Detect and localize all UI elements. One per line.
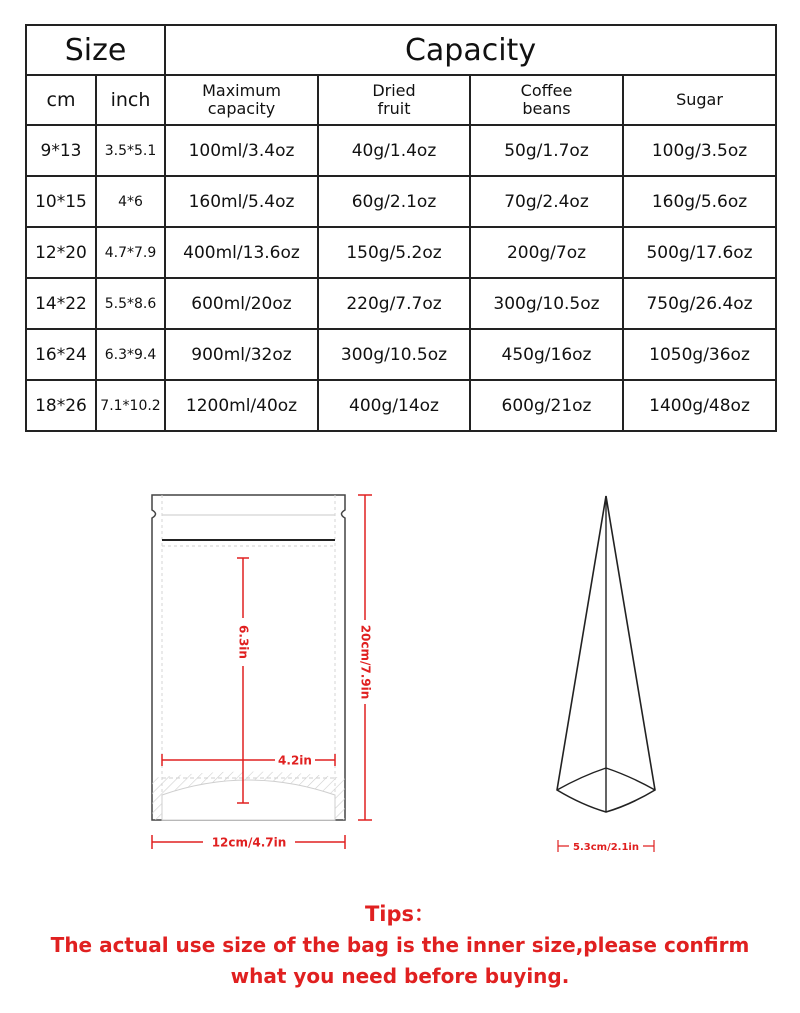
capacity-header: Capacity <box>165 25 776 75</box>
cell-coffee-beans: 200g/7oz <box>470 227 623 278</box>
cell-sugar: 160g/5.6oz <box>623 176 776 227</box>
cell-max-capacity: 100ml/3.4oz <box>165 125 318 176</box>
dried-fruit-line2: fruit <box>377 99 411 118</box>
table-row <box>26 227 776 278</box>
bag-dimension-diagram <box>0 470 800 870</box>
table-header-row <box>26 25 776 75</box>
cell-coffee-beans: 70g/2.4oz <box>470 176 623 227</box>
table-row <box>26 176 776 227</box>
dried-fruit-line1: Dried <box>372 81 416 100</box>
cell-cm: 10*15 <box>26 176 96 227</box>
tips-line-2: what you need before buying. <box>230 964 570 988</box>
cell-coffee-beans: 450g/16oz <box>470 329 623 380</box>
cell-inch: 6.3*9.4 <box>96 329 165 380</box>
cell-dried-fruit: 150g/5.2oz <box>318 227 470 278</box>
gusset-width-label: 5.3cm/2.1in <box>573 842 639 853</box>
outer-height-label: 20cm/7.9in <box>358 624 373 700</box>
cell-max-capacity: 1200ml/40oz <box>165 380 318 431</box>
tips-title: Tips： <box>364 902 436 926</box>
cell-coffee-beans: 300g/10.5oz <box>470 278 623 329</box>
cell-sugar: 1400g/48oz <box>623 380 776 431</box>
cell-dried-fruit: 220g/7.7oz <box>318 278 470 329</box>
capacity-table <box>25 24 777 432</box>
cell-dried-fruit: 400g/14oz <box>318 380 470 431</box>
max-capacity-line1: Maximum <box>202 81 281 100</box>
cell-inch: 4.7*7.9 <box>96 227 165 278</box>
column-header-inch: inch <box>96 75 165 125</box>
cell-inch: 4*6 <box>96 176 165 227</box>
bag-side-view <box>557 496 655 853</box>
cell-coffee-beans: 50g/1.7oz <box>470 125 623 176</box>
cell-coffee-beans: 600g/21oz <box>470 380 623 431</box>
cell-cm: 9*13 <box>26 125 96 176</box>
table-row <box>26 125 776 176</box>
coffee-beans-line2: beans <box>522 99 571 118</box>
column-header-coffee-beans <box>470 75 623 125</box>
cell-dried-fruit: 300g/10.5oz <box>318 329 470 380</box>
cell-inch: 3.5*5.1 <box>96 125 165 176</box>
cell-cm: 12*20 <box>26 227 96 278</box>
tips-line-1: The actual use size of the bag is the inner size,please confirm <box>50 933 750 957</box>
max-capacity-line2: capacity <box>207 99 276 118</box>
cell-max-capacity: 400ml/13.6oz <box>165 227 318 278</box>
column-header-row <box>26 75 776 125</box>
cell-max-capacity: 160ml/5.4oz <box>165 176 318 227</box>
outer-width-label: 12cm/4.7in <box>211 835 287 850</box>
table-row <box>26 329 776 380</box>
inner-height-label: 6.3in <box>236 625 251 659</box>
cell-dried-fruit: 60g/2.1oz <box>318 176 470 227</box>
column-header-max-capacity <box>165 75 318 125</box>
cell-inch: 5.5*8.6 <box>96 278 165 329</box>
cell-max-capacity: 600ml/20oz <box>165 278 318 329</box>
size-header: Size <box>26 25 165 75</box>
column-header-cm: cm <box>26 75 96 125</box>
tips-body <box>0 930 800 992</box>
inner-width-label: 4.2in <box>278 753 312 768</box>
cell-dried-fruit: 40g/1.4oz <box>318 125 470 176</box>
cell-cm: 16*24 <box>26 329 96 380</box>
cell-max-capacity: 900ml/32oz <box>165 329 318 380</box>
table-row <box>26 380 776 431</box>
cell-cm: 14*22 <box>26 278 96 329</box>
bag-front-view <box>152 495 373 850</box>
cell-sugar: 750g/26.4oz <box>623 278 776 329</box>
cell-sugar: 1050g/36oz <box>623 329 776 380</box>
cell-sugar: 500g/17.6oz <box>623 227 776 278</box>
column-header-sugar: Sugar <box>623 75 776 125</box>
cell-sugar: 100g/3.5oz <box>623 125 776 176</box>
table-row <box>26 278 776 329</box>
cell-inch: 7.1*10.2 <box>96 380 165 431</box>
column-header-dried-fruit <box>318 75 470 125</box>
cell-cm: 18*26 <box>26 380 96 431</box>
coffee-beans-line1: Coffee <box>520 81 573 100</box>
